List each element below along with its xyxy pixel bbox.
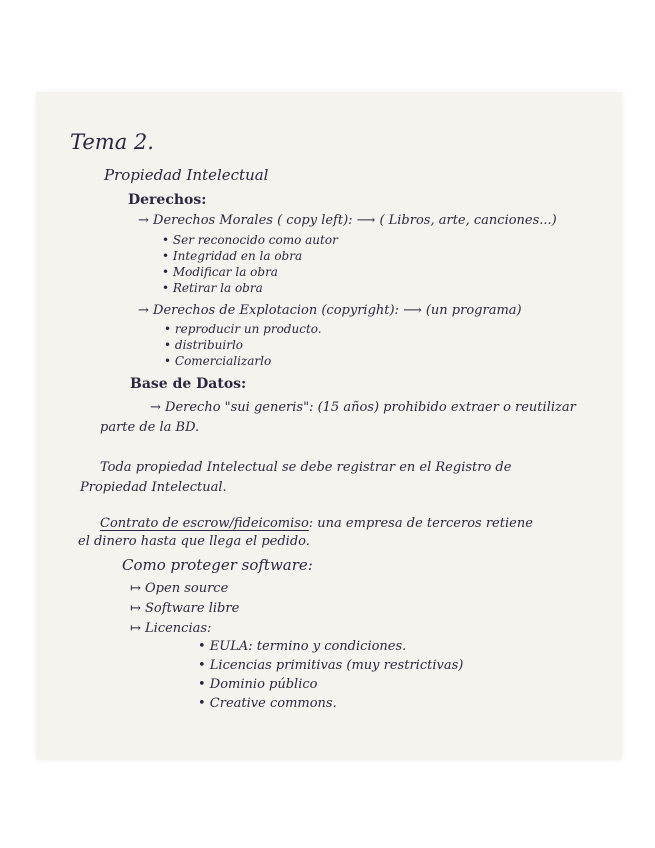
derechos-explotacion: → Derechos de Explotacion (copyright): ⟶ (un programa) bbox=[138, 303, 522, 318]
list-item: ↦ Software libre bbox=[130, 601, 240, 616]
bd-line-2: parte de la BD. bbox=[100, 420, 200, 435]
list-item: • Comercializarlo bbox=[164, 354, 272, 368]
bd-line-1: → Derecho "sui generis": (15 años) prohibido extraer o reutilizar bbox=[150, 400, 576, 415]
bd-heading: Base de Datos: bbox=[130, 376, 247, 392]
escrow-definition: : una empresa de terceros retiene bbox=[308, 516, 533, 531]
list-item: • Integridad en la obra bbox=[162, 249, 303, 263]
list-item: • Modificar la obra bbox=[162, 265, 278, 279]
list-item: • Retirar la obra bbox=[162, 281, 263, 295]
list-item: • Dominio público bbox=[198, 677, 318, 692]
page-title: Tema 2. bbox=[70, 130, 154, 154]
list-item: ↦ Open source bbox=[130, 581, 229, 596]
derechos-morales: → Derechos Morales ( copy left): ⟶ ( Libros, arte, canciones...) bbox=[138, 213, 557, 228]
registro-line-1: Toda propiedad Intelectual se debe registrar en el Registro de bbox=[100, 460, 512, 475]
software-heading: Como proteger software: bbox=[122, 556, 313, 574]
list-item: • Licencias primitivas (muy restrictivas) bbox=[198, 658, 464, 673]
list-item: ↦ Licencias: bbox=[130, 621, 212, 636]
escrow-line-2: el dinero hasta que llega el pedido. bbox=[78, 534, 310, 549]
escrow-term: Contrato de escrow/fideicomiso bbox=[100, 516, 309, 531]
list-item: • Ser reconocido como autor bbox=[162, 233, 338, 247]
list-item: • reproducir un producto. bbox=[164, 322, 322, 336]
list-item: • distribuirlo bbox=[164, 338, 244, 352]
section-heading: Propiedad Intelectual bbox=[104, 166, 269, 184]
derechos-heading: Derechos: bbox=[128, 192, 207, 208]
list-item: • Creative commons. bbox=[198, 696, 337, 711]
registro-line-2: Propiedad Intelectual. bbox=[80, 480, 227, 495]
escrow-line-1 bbox=[100, 516, 533, 531]
list-item: • EULA: termino y condiciones. bbox=[198, 639, 407, 654]
